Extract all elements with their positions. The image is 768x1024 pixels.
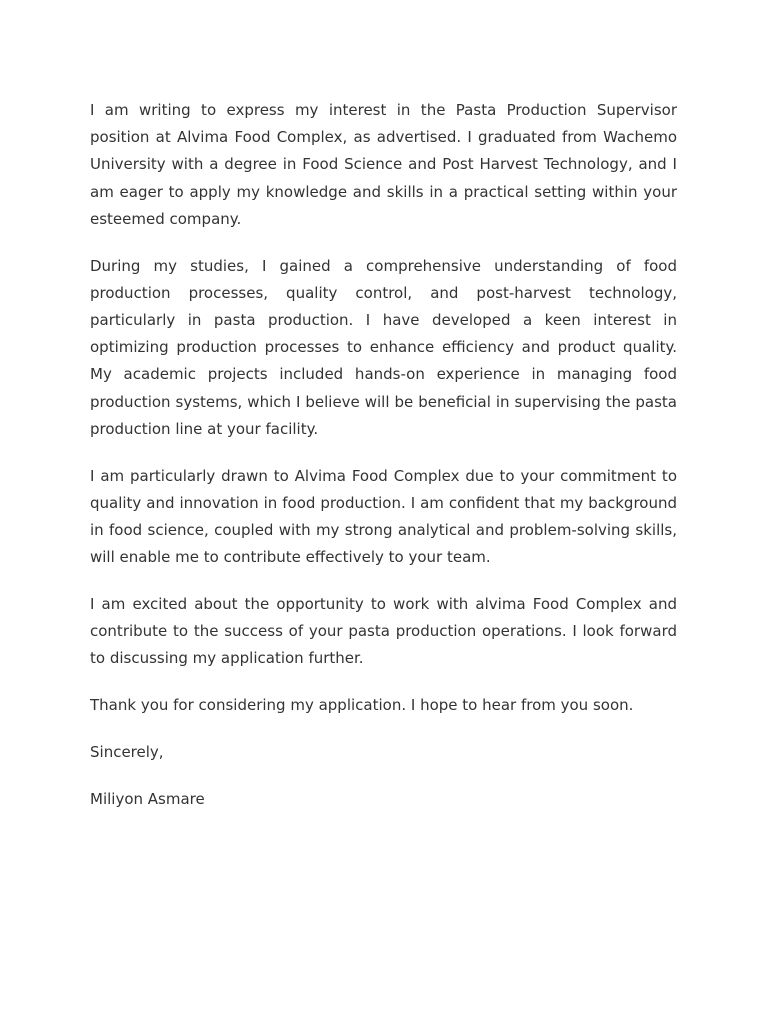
letter-thanks: Thank you for considering my application. I hope to hear from you soon. bbox=[90, 696, 634, 715]
letter-paragraph-opportunity: I am excited about the opportunity to work with alvima Food Complex and contribute to the success of your pasta production operations. I look forward to discussing my application further. bbox=[90, 595, 677, 668]
letter-paragraph-studies: During my studies, I gained a comprehensive understanding of food production processes, quality control, and post-harvest technology, particularly in pasta production. I have developed a keen interest in optimizing production processes to enhance efficiency and product quality. My academic projects included hands-on experience in managing food production systems, which I believe will be beneficial in supervising the pasta production line at your facility. bbox=[90, 256, 677, 438]
letter-closing: Sincerely, bbox=[90, 743, 164, 762]
letter-paragraph-motivation: I am particularly drawn to Alvima Food Complex due to your commitment to quality and innovation in food production. I am confident that my background in food science, coupled with my strong analytical and problem-solving skills, will enable me to contribute effectively to your team. bbox=[90, 466, 677, 567]
letter-body bbox=[90, 97, 677, 833]
letter-signature: Miliyon Asmare bbox=[90, 789, 205, 808]
letter-paragraph-intro: I am writing to express my interest in the Pasta Production Supervisor position at Alvima Food Complex, as advertised. I graduated from Wachemo University with a degree in Food Science and Post Harvest Technology, and I am eager to apply my knowledge and skills in a practical setting within your esteemed company. bbox=[90, 101, 677, 228]
